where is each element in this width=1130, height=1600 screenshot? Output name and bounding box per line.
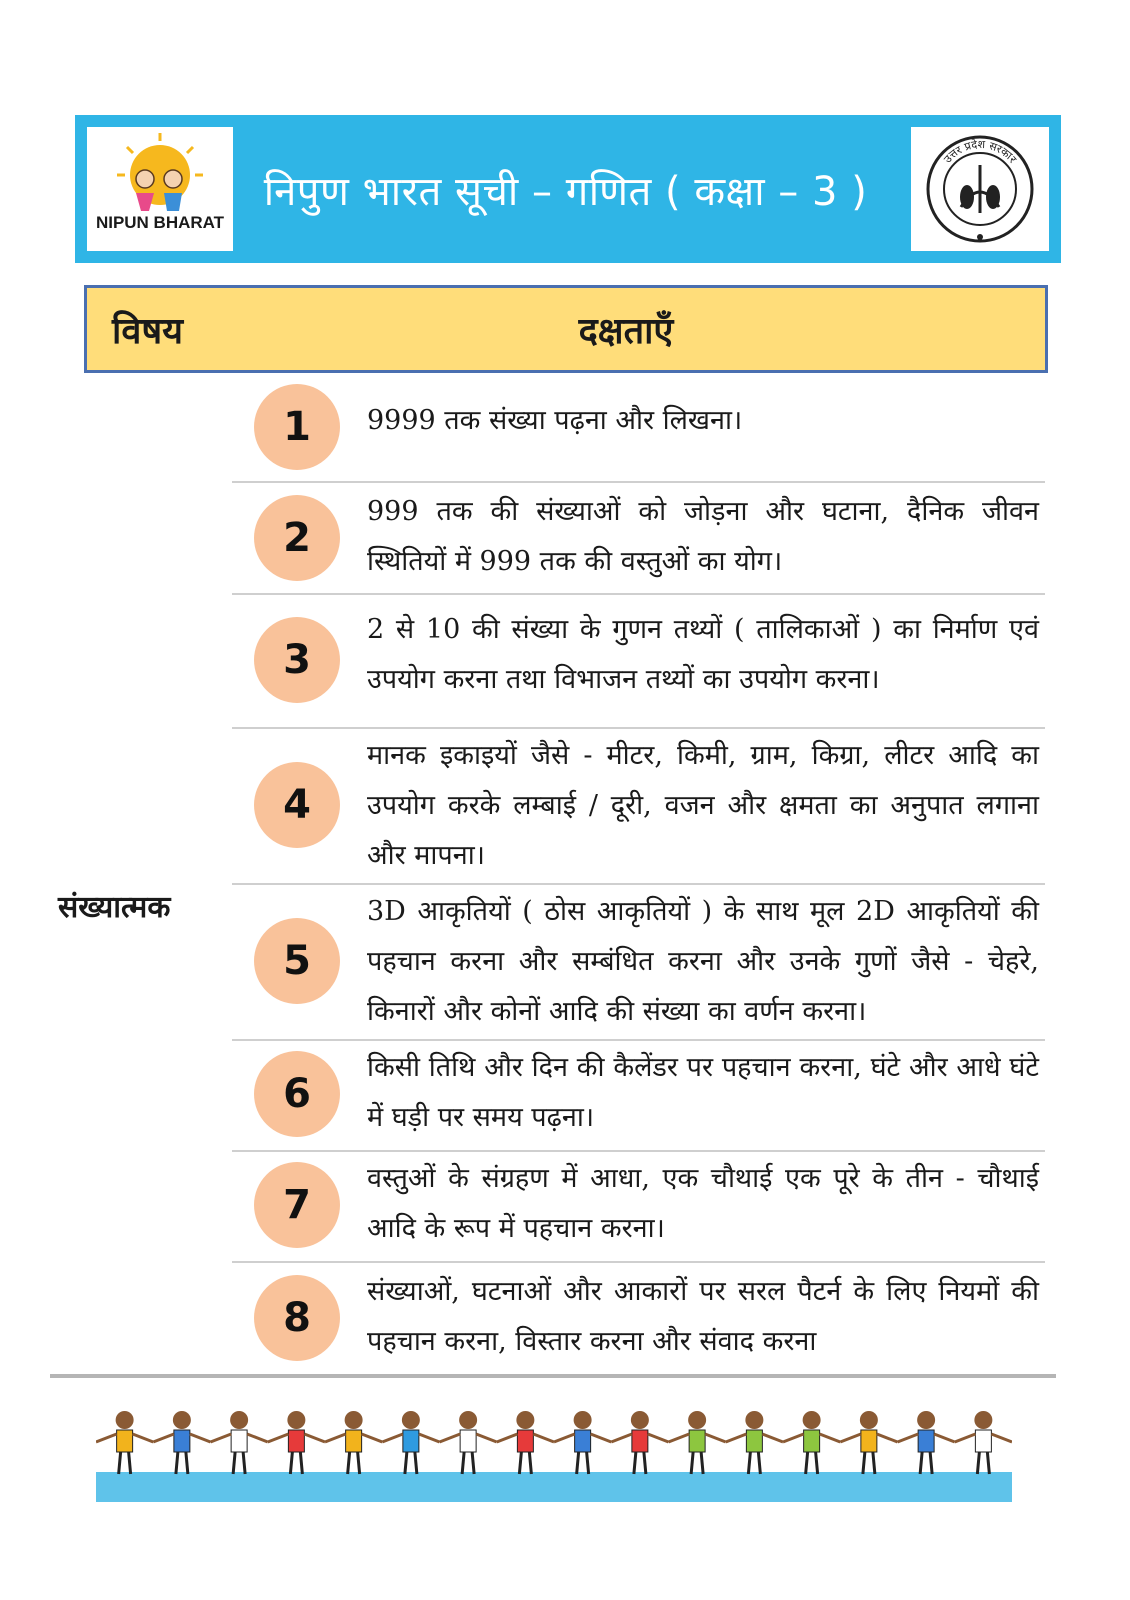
item-number-badge: 3 <box>254 617 340 703</box>
child-figure <box>325 1411 382 1474</box>
item-text: 999 तक की संख्याओं को जोड़ना और घटाना, दैनिक जीवन स्थितियों में 999 तक की वस्तुओं का योग। <box>367 496 1039 577</box>
child-figure <box>898 1411 955 1474</box>
list-item <box>232 729 1045 885</box>
child-figure <box>726 1411 783 1474</box>
bottom-divider <box>50 1374 1056 1378</box>
item-text: 9999 तक संख्या पढ़ना और लिखना। <box>367 405 743 436</box>
item-text: संख्याओं, घटनाओं और आकारों पर सरल पैटर्न के लिए नियमों की पहचान करना, विस्तार करना और संवाद करना <box>367 1276 1039 1357</box>
child-figure <box>611 1411 668 1474</box>
list-item <box>232 1041 1045 1152</box>
child-figure <box>268 1411 325 1474</box>
item-number-badge: 6 <box>254 1051 340 1137</box>
children-border-illustration <box>96 1398 1012 1502</box>
item-text: किसी तिथि और दिन की कैलेंडर पर पहचान करना, घंटे और आधे घंटे में घड़ी पर समय पढ़ना। <box>367 1052 1039 1133</box>
child-figure <box>955 1411 1012 1474</box>
child-figure <box>497 1411 554 1474</box>
item-text: वस्तुओं के संग्रहण में आधा, एक चौथाई एक पूरे के तीन - चौथाई आदि के रूप में पहचान करना। <box>367 1163 1039 1244</box>
svg-text:उत्तर प्रदेश सरकार: उत्तर प्रदेश सरकार <box>941 137 1020 166</box>
child-figure <box>153 1411 210 1474</box>
child-figure <box>382 1411 439 1474</box>
item-number-badge: 2 <box>254 495 340 581</box>
item-number-badge: 4 <box>254 762 340 848</box>
list-item <box>232 885 1045 1041</box>
item-text: 3D आकृतियों ( ठोस आकृतियों ) के साथ मूल 2D आकृतियों की पहचान करना और सम्बंधित करना और उनके गुणों जैसे - चेहरे, किनारों और कोनों आदि की संख्या का वर्णन करना। <box>367 896 1039 1027</box>
up-government-seal <box>911 127 1049 251</box>
item-number-badge: 1 <box>254 384 340 470</box>
children-holding-hands-icon <box>96 1398 1012 1502</box>
table-header <box>84 285 1048 373</box>
list-item <box>232 1263 1045 1371</box>
child-figure <box>96 1411 153 1474</box>
list-item <box>232 378 1045 483</box>
item-text: 2 से 10 की संख्या के गुणन तथ्यों ( तालिकाओं ) का निर्माण एवं उपयोग करना तथा विभाजन तथ्यों का उपयोग करना। <box>367 614 1039 695</box>
item-number-badge: 8 <box>254 1275 340 1361</box>
item-number-badge: 7 <box>254 1162 340 1248</box>
header-subject: विषय <box>112 310 184 352</box>
item-number-badge: 5 <box>254 918 340 1004</box>
page-title: निपुण भारत सूची – गणित ( कक्षा – 3 ) <box>263 168 868 215</box>
nipun-bharat-logo-icon <box>87 127 233 251</box>
header-skills: दक्षताएँ <box>578 310 674 352</box>
title-banner <box>75 115 1061 263</box>
child-figure <box>783 1411 840 1474</box>
child-figure <box>554 1411 611 1474</box>
nipun-bharat-logo <box>87 127 233 251</box>
child-figure <box>840 1411 897 1474</box>
child-figure <box>440 1411 497 1474</box>
child-figure <box>669 1411 726 1474</box>
item-text: मानक इकाइयों जैसे - मीटर, किमी, ग्राम, किग्रा, लीटर आदि का उपयोग करके लम्बाई / दूरी, वजन और क्षमता का अनुपात लगाना और मापना। <box>367 740 1039 871</box>
list-item <box>232 595 1045 729</box>
svg-text:NIPUN BHARAT: NIPUN BHARAT <box>95 213 225 232</box>
child-figure <box>211 1411 268 1474</box>
subject-label: संख्यात्मक <box>58 890 171 925</box>
up-seal-icon <box>911 127 1049 251</box>
list-item <box>232 1152 1045 1263</box>
list-item <box>232 483 1045 595</box>
